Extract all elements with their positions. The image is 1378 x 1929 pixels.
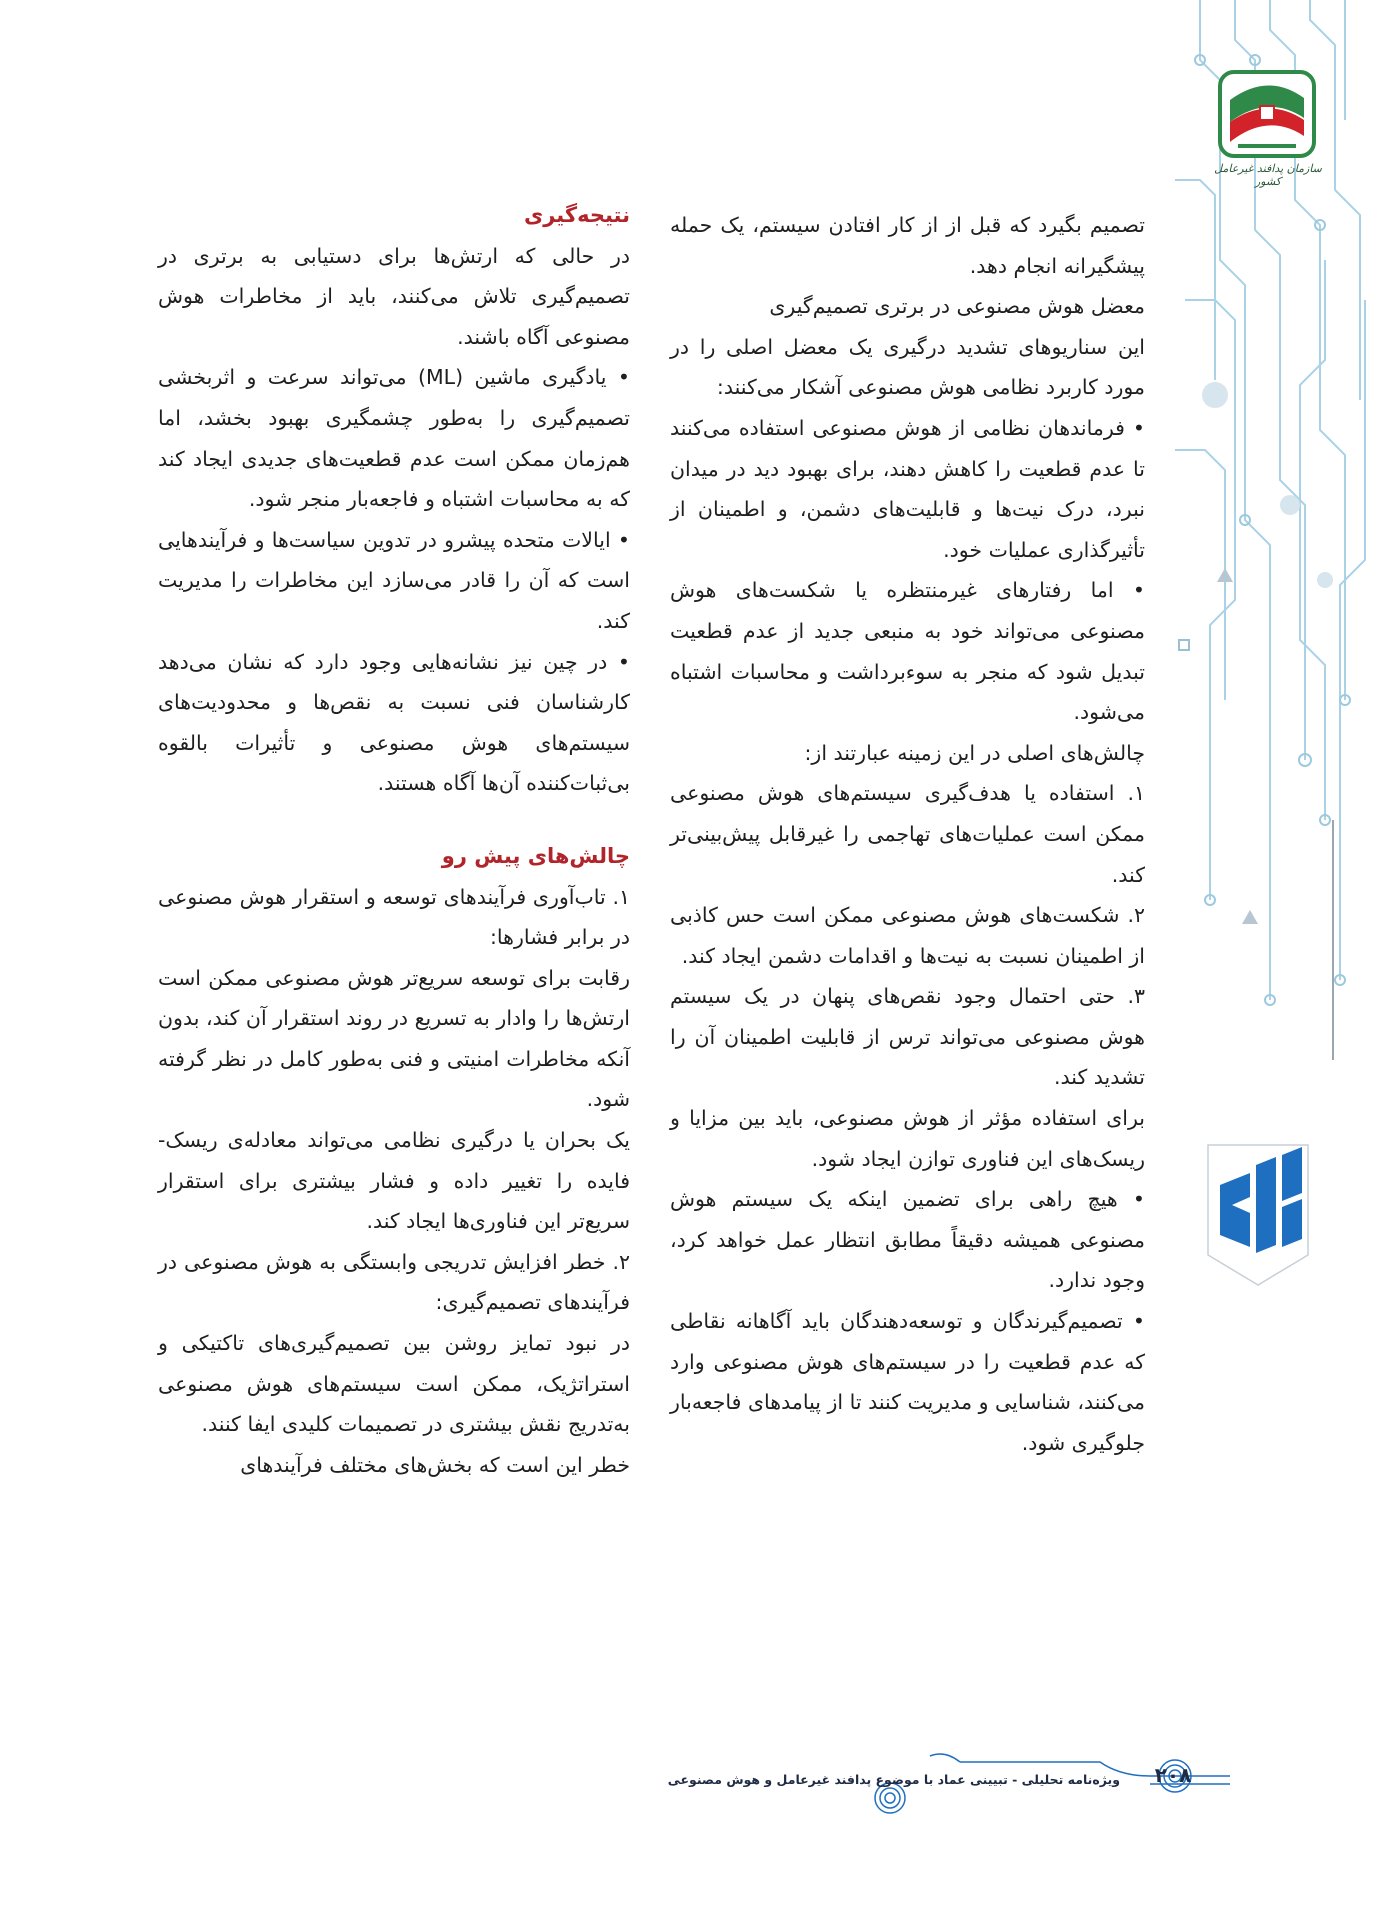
- bullet-paragraph: • در چین نیز نشانه‌هایی وجود دارد که نشان می‌دهد کارشناسان فنی نسبت به نقص‌ها و محدودیت‌های سیستم‌های هوش مصنوعی و تأثیرات بالقوه بی‌ثبات‌کننده آن‌ها آگاه هستند.: [158, 649, 630, 796]
- paragraph: برای استفاده مؤثر از هوش مصنوعی، باید بین مزایا و ریسک‌های این فناوری توازن ایجاد شود.: [670, 1106, 1145, 1171]
- logo-caption: سازمان پدافند غیرعامل کشور: [1214, 162, 1322, 188]
- page-number: ۲۰۸: [1154, 1763, 1192, 1787]
- bullet-paragraph: • اما رفتارهای غیرمنتظره یا شکست‌های هوش مصنوعی می‌تواند خود به منبعی جدید از عدم قطعیت تبدیل شود که منجر به سوءبرداشت و محاسبات اشتباه می‌شود.: [670, 578, 1145, 725]
- article-column-left: [158, 205, 630, 1485]
- organization-logo: [1213, 70, 1323, 190]
- paragraph: خطر این است که بخش‌های مختلف فرآیندهای: [240, 1452, 630, 1477]
- bullet-paragraph: • تصمیم‌گیرندگان و توسعه‌دهندگان باید آگاهانه نقاطی که عدم قطعیت را در سیستم‌های هوش مصنوعی وارد می‌کنند، شناسایی و مدیریت کنند تا از پیامدهای فاجعه‌بار جلوگیری شود.: [670, 1309, 1145, 1455]
- numbered-paragraph: ۲. شکست‌های هوش مصنوعی ممکن است حس کاذبی از اطمینان نسبت به نیت‌ها و اقدامات دشمن ایجاد کند.: [670, 903, 1145, 968]
- paragraph: در نبود تمایز روشن بین تصمیم‌گیری‌های تاکتیکی و استراتژیک، ممکن است سیستم‌های هوش مصنوعی به‌تدریج نقش بیشتری در تصمیمات کلیدی ایفا کنند.: [158, 1331, 630, 1437]
- paragraph: معضل هوش مصنوعی در برتری تصمیم‌گیری: [769, 294, 1145, 319]
- publication-footer: ویژه‌نامه تحلیلی - تبیینی عماد با موضوع پدافند غیرعامل و هوش مصنوعی: [667, 1772, 1120, 1787]
- numbered-paragraph: ۲. خطر افزایش تدریجی وابستگی به هوش مصنوعی در فرآیندهای تصمیم‌گیری:: [158, 1249, 630, 1315]
- challenges-heading: چالش‌های پیش رو: [441, 843, 630, 868]
- bullet-paragraph: • هیچ راهی برای تضمین اینکه یک سیستم هوش مصنوعی همیشه دقیقاً مطابق انتظار عمل خواهد کرد، وجود ندارد.: [670, 1187, 1145, 1293]
- paragraph: تصمیم بگیرد که قبل از از کار افتادن سیستم، یک حمله پیشگیرانه انجام دهد.: [670, 213, 1145, 278]
- paragraph: رقابت برای توسعه سریع‌تر هوش مصنوعی ممکن است ارتش‌ها را وادار به تسریع در روند استقرار آن کند، بدون آنکه مخاطرات امنیتی و فنی به‌طور کامل در نظر گرفته شود.: [158, 965, 630, 1112]
- article-column-right: [670, 205, 1145, 1463]
- paragraph: چالش‌های اصلی در این زمینه عبارتند از:: [804, 740, 1145, 765]
- numbered-paragraph: ۱. استفاده یا هدف‌گیری سیستم‌های هوش مصنوعی ممکن است عملیات‌های تهاجمی را غیرقابل پیش‌بینی‌تر کند.: [670, 781, 1145, 887]
- paragraph: در حالی که ارتش‌ها برای دستیابی به برتری در تصمیم‌گیری تلاش می‌کنند، باید از مخاطرات هوش مصنوعی آگاه باشند.: [158, 243, 630, 349]
- passive-defense-emblem-icon: [1218, 70, 1316, 158]
- bullet-paragraph: • فرماندهان نظامی از هوش مصنوعی استفاده می‌کنند تا عدم قطعیت را کاهش دهند، برای بهبود دید در میدان نبرد، درک نیت‌ها و قابلیت‌های دشمن، و اطمینان از تأثیرگذاری عملیات خود.: [670, 415, 1145, 562]
- emad-logo-icon: [1198, 1135, 1318, 1295]
- numbered-paragraph: ۱. تاب‌آوری فرآیندهای توسعه و استقرار هوش مصنوعی در برابر فشارها:: [158, 884, 630, 950]
- paragraph: یک بحران یا درگیری نظامی می‌تواند معادله‌ی ریسک-فایده را تغییر داده و فشار بیشتری برای استقرار سریع‌تر این فناوری‌ها ایجاد کند.: [158, 1128, 630, 1234]
- bullet-paragraph: • ایالات متحده پیشرو در تدوین سیاست‌ها و فرآیندهایی است که آن را قادر می‌سازد این مخاطرات را مدیریت کند.: [158, 527, 630, 633]
- conclusion-heading: نتیجه‌گیری: [524, 203, 630, 227]
- paragraph: این سناریوهای تشدید درگیری یک معضل اصلی را در مورد کاربرد نظامی هوش مصنوعی آشکار می‌کنند:: [670, 334, 1145, 400]
- numbered-paragraph: ۳. حتی احتمال وجود نقص‌های پنهان در یک سیستم هوش مصنوعی می‌تواند ترس از قابلیت اطمینان آن را تشدید کند.: [670, 984, 1145, 1090]
- bullet-paragraph: • یادگیری ماشین (ML) می‌تواند سرعت و اثربخشی تصمیم‌گیری را به‌طور چشمگیری بهبود بخشد، اما هم‌زمان ممکن است عدم قطعیت‌های جدیدی ایجاد کند که به محاسبات اشتباه و فاجعه‌بار منجر شود.: [158, 365, 630, 512]
